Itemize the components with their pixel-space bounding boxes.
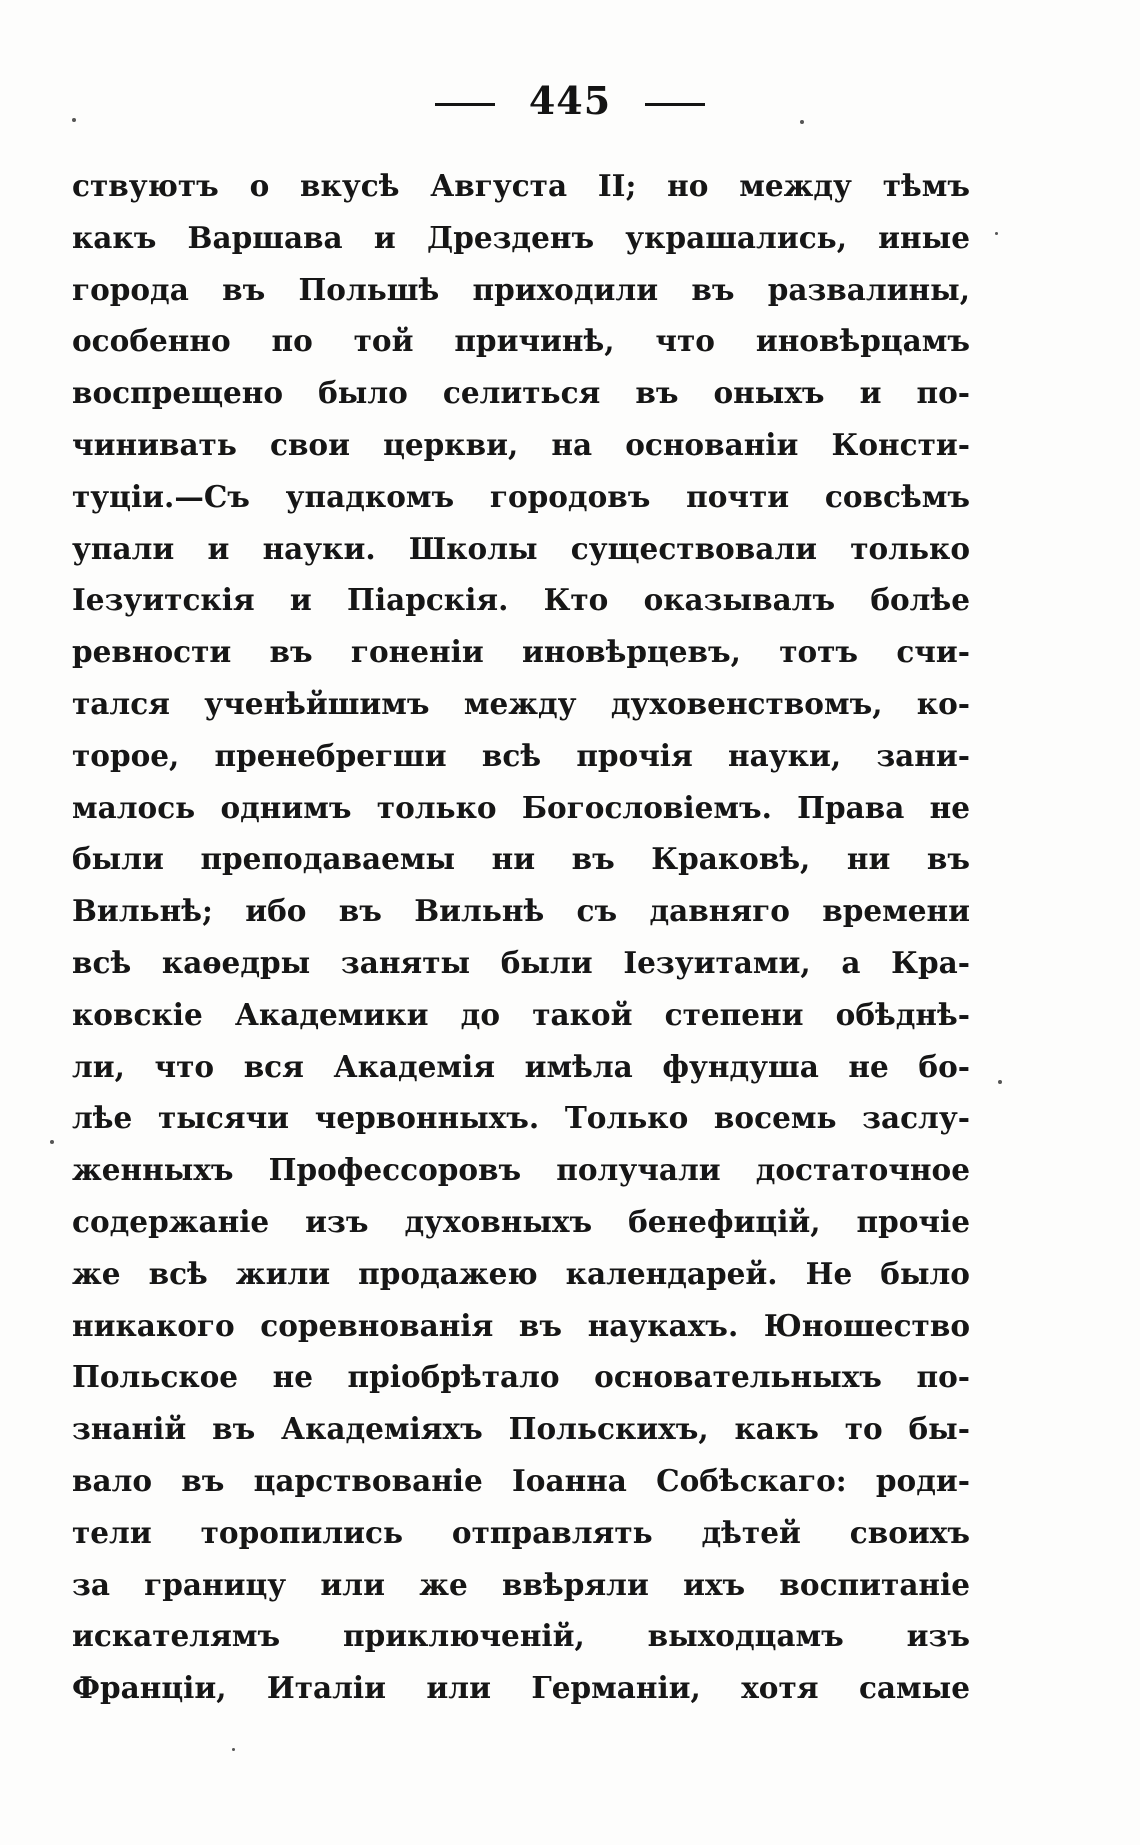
print-speck [50, 1140, 54, 1144]
print-speck [998, 1080, 1002, 1084]
text-line: Вильнѣ; ибо въ Вильнѣ съ давняго времени [72, 893, 970, 929]
text-line: Франціи, Италіи или Германіи, хотя самые [72, 1670, 970, 1706]
print-speck [995, 232, 998, 235]
text-line: тался ученѣйшимъ между духовенствомъ, ко- [72, 685, 970, 721]
text-line: лѣе тысячи червонныхъ. Только восемь заслу- [72, 1100, 970, 1136]
text-line: знаній въ Академіяхъ Польскихъ, какъ то бы- [72, 1411, 970, 1447]
text-line: ствуютъ о вкусѣ Августа II; но между тѣмъ [72, 168, 970, 203]
text-line: искателямъ приключеній, выходцамъ изъ [72, 1618, 970, 1654]
text-line: ревности въ гоненіи иновѣрцевъ, тотъ счи- [72, 634, 970, 670]
right-dash [645, 103, 705, 106]
print-speck [800, 120, 804, 124]
text-line: тели торопились отправлять дѣтей своихъ [72, 1514, 970, 1550]
text-line: никакого соревнованія въ наукахъ. Юношество [72, 1307, 970, 1343]
page-body [72, 160, 970, 1714]
text-line: туціи.—Съ упадкомъ городовъ почти совсѣмъ [72, 478, 970, 514]
left-dash [435, 103, 495, 106]
text-line: малось однимъ только Богословіемъ. Права не [72, 789, 970, 825]
text-line: особенно по той причинѣ, что иновѣрцамъ [72, 323, 970, 359]
text-line: были преподаваемы ни въ Краковѣ, ни въ [72, 841, 970, 877]
text-line: ли, что вся Академія имѣла фундуша не бо- [72, 1048, 970, 1084]
print-speck [232, 1748, 235, 1751]
text-line: же всѣ жили продажею календарей. Не было [72, 1255, 970, 1291]
text-line: за границу или же ввѣряли ихъ воспитаніе [72, 1566, 970, 1602]
text-line: всѣ каѳедры заняты были Іезуитами, а Кра- [72, 944, 970, 980]
text-line: Іезуитскія и Піарскія. Кто оказывалъ болѣе [72, 582, 970, 618]
text-line: женныхъ Профессоровъ получали достаточное [72, 1152, 970, 1188]
text-line: содержаніе изъ духовныхъ бенефицій, прочіе [72, 1203, 970, 1239]
page-header [0, 78, 1140, 123]
text-line: ковскіе Академики до такой степени обѣднѣ- [72, 996, 970, 1032]
text-line: торое, пренебрегши всѣ прочія науки, зани- [72, 737, 970, 773]
print-speck [72, 118, 76, 122]
page-number: 445 [528, 78, 612, 123]
text-line: какъ Варшава и Дрезденъ украшались, иные [72, 219, 970, 255]
text-line: Польское не пріобрѣтало основательныхъ по- [72, 1359, 970, 1395]
text-line: упали и науки. Школы существовали только [72, 530, 970, 566]
text-line: города въ Польшѣ приходили въ развалины, [72, 271, 970, 307]
text-line: вало въ царствованіе Іоанна Собѣскаго: роди- [72, 1462, 970, 1498]
text-line: воспрещено было селиться въ оныхъ и по- [72, 375, 970, 411]
text-line: чинивать свои церкви, на основаніи Консти- [72, 426, 970, 462]
